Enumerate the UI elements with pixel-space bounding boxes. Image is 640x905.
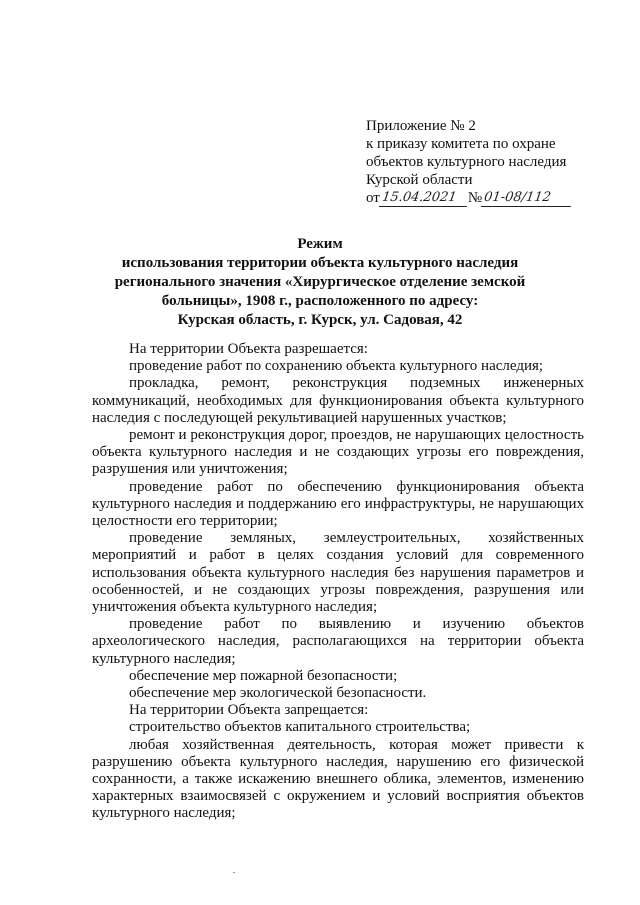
title-line: регионального значения «Хирургическое отделение земской <box>114 274 526 290</box>
list-item: ремонт и реконструкция дорог, проездов, не нарушающих целостность объекта культурного наследия и не создающих угрозы его повреждения, разрушения или уничтожения; <box>92 427 584 478</box>
number-prefix: № <box>467 190 483 206</box>
title-line: Курская область, г. Курск, ул. Садовая, 42 <box>177 312 463 328</box>
list-item: любая хозяйственная деятельность, которая может привести к разрушению объекта культурного наследия, нарушению его физической сохранности, а также искажению внешнего облика, элементов, изменению характерных взаимосвязей с окружением и условий восприятия объектов культурного наследия; <box>92 736 584 822</box>
list-item: обеспечение мер пожарной безопасности; <box>129 667 398 684</box>
list-item: проведение работ по сохранению объекта культурного наследия; <box>129 358 544 375</box>
list-item: обеспечение мер экологической безопасности. <box>129 685 427 702</box>
section-heading-prohibited: На территории Объекта запрещается: <box>129 702 369 719</box>
order-date-number-line <box>366 189 572 207</box>
appendix-block <box>366 117 572 207</box>
date-prefix: от <box>366 190 380 206</box>
handwritten-order-number: 01-08/112 <box>481 190 573 207</box>
title-line: использования территории объекта культурного наследия <box>121 255 519 271</box>
title-line: больницы», 1908 г., расположенного по адресу: <box>161 293 479 309</box>
list-item: проведение работ по выявлению и изучению объектов археологического наследия, располагающихся на территории объекта культурного наследия; <box>92 616 584 667</box>
list-item: проведение работ по обеспечению функционирования объекта культурного наследия и поддержанию его инфраструктуры, не нарушающих целостности его территории; <box>92 478 584 530</box>
appendix-line: объектов культурного наследия <box>366 154 567 170</box>
document-title <box>95 235 545 330</box>
appendix-line: к приказу комитета по охране <box>366 136 556 152</box>
scan-speck <box>233 872 235 873</box>
document-body <box>92 341 584 823</box>
handwritten-date: 15.04.2021 <box>379 190 469 207</box>
title-line: Режим <box>297 236 343 252</box>
appendix-line: Приложение № 2 <box>366 118 476 134</box>
list-item: строительство объектов капитального строительства; <box>129 719 471 736</box>
appendix-line: Курской области <box>366 172 473 188</box>
section-heading-permitted: На территории Объекта разрешается: <box>129 341 368 357</box>
list-item: прокладка, ремонт, реконструкция подземных инженерных коммуникаций, необходимых для функционирования объекта культурного наследия с последующей рекультивацией нарушенных участков; <box>92 375 584 426</box>
list-item: проведение земляных, землеустроительных, хозяйственных мероприятий и работ в целях создания условий для современного использования объекта культурного наследия без нарушения параметров и особенностей, и не создающих угрозы повреждения, разрушения или уничтожения объекта культурного наследия; <box>92 530 584 616</box>
